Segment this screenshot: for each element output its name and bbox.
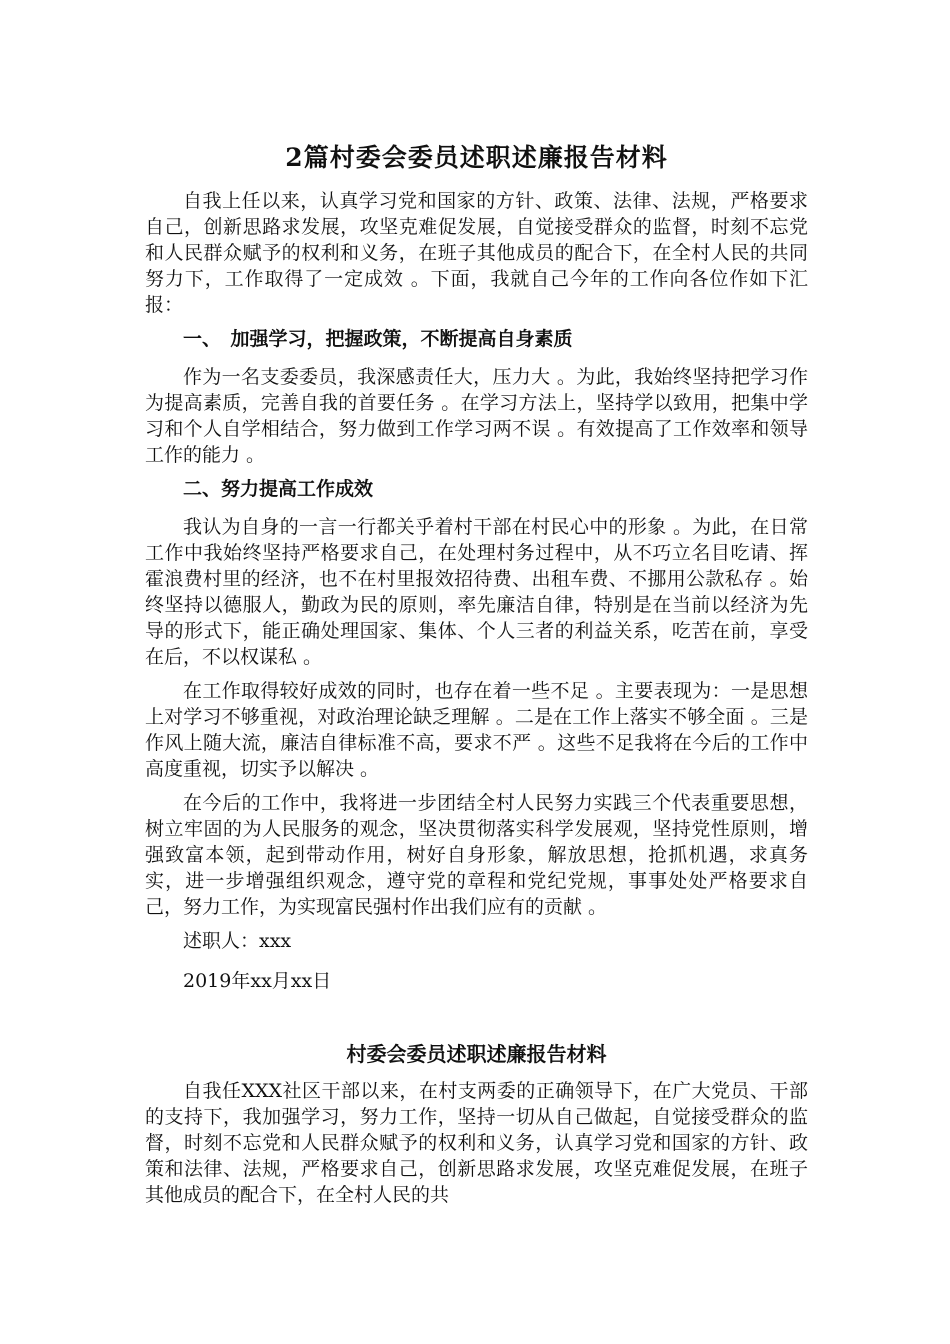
- section-heading-2: 二、努力提高工作成效: [183, 478, 374, 500]
- date-line: 2019年xx月xx日: [183, 970, 332, 992]
- signer-line: 述职人：xxx: [183, 930, 292, 952]
- future-work-paragraph: 在今后的工作中，我将进一步团结全村人民努力实践三个代表重要思想，树立牢固的为人民服务的观念，坚决贯彻落实科学发展观，坚持党性原则，增强致富本领，起到带动作用，树好自身形象，解放思想，抢抓机遇，求真务实，进一步增强组织观念，遵守党的章程和党纪党规，事事处处严格要求自己，努力工作，为实现富民强村作出我们应有的贡献 。: [145, 792, 808, 918]
- intro-paragraph: 自我上任以来，认真学习党和国家的方针、政策、法律、法规，严格要求自己，创新思路求发展，攻坚克难促发展，自觉接受群众的监督，时刻不忘党和人民群众赋予的权利和义务，在班子其他成员的配合下，在全村人民的共同努力下，工作取得了一定成效 。下面，我就自己今年的工作向各位作如下汇报：: [145, 190, 808, 316]
- section-2-paragraph: 我认为自身的一言一行都关乎着村干部在村民心中的形象 。为此，在日常工作中我始终坚持严格要求自己，在处理村务过程中，从不巧立名目吃请、挥霍浪费村里的经济，也不在村里报效招待费、出租车费、不挪用公款私存 。始终坚持以德服人，勤政为民的原则，率先廉洁自律，特别是在当前以经济为先导的形式下，能正确处理国家、集体、个人三者的利益关系，吃苦在前，享受在后，不以权谋私 。: [145, 516, 808, 668]
- document-title: 2篇村委会委员述职述廉报告材料: [285, 143, 668, 172]
- section-1-paragraph: 作为一名支委委员，我深感责任大，压力大 。为此，我始终坚持把学习作为提高素质，完善自我的首要任务 。在学习方法上，坚持学以致用，把集中学习和个人自学相结合，努力做到工作学习两不误 。有效提高了工作效率和领导工作的能力 。: [145, 366, 808, 466]
- section-heading-1: 一、 加强学习，把握政策，不断提高自身素质: [183, 328, 573, 350]
- second-report-paragraph: 自我任XXX社区干部以来，在村支两委的正确领导下，在广大党员、干部的支持下，我加强学习，努力工作，坚持一切从自己做起，自觉接受群众的监督，时刻不忘党和人民群众赋予的权利和义务，认真学习党和国家的方针、政策和法律、法规，严格要求自己，创新思路求发展，攻坚克难促发展，在班子其他成员的配合下，在全村人民的共: [145, 1080, 808, 1206]
- second-report-title: 村委会委员述职述廉报告材料: [346, 1042, 607, 1066]
- shortcomings-paragraph: 在工作取得较好成效的同时，也存在着一些不足 。主要表现为：一是思想上对学习不够重视，对政治理论缺乏理解 。二是在工作上落实不够全面 。三是作风上随大流，廉洁自律标准不高，要求不严 。这些不足我将在今后的工作中高度重视，切实予以解决 。: [145, 680, 808, 780]
